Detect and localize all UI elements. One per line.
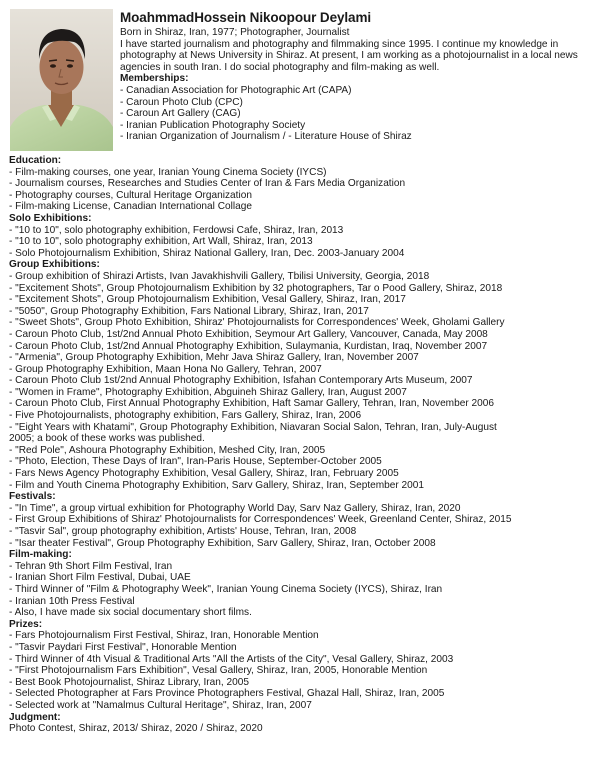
membership-item: - Canadian Association for Photographic Art (CAPA) bbox=[120, 84, 352, 96]
group-exhibition-item: - Fars News Agency Photography Exhibition, Vesal Gallery, Shiraz, Iran, February 2005 bbox=[9, 468, 399, 480]
group-exhibition-item: - "5050", Group Photography Exhibition, Fars National Library, Shiraz, Iran, 2017 bbox=[9, 305, 369, 317]
profile-header bbox=[120, 9, 582, 143]
born-line: Born in Shiraz, Iran, 1977; Photographer, Journalist bbox=[120, 27, 350, 38]
group-exhibition-item: - "Sweet Shots", Group Photo Exhibition, Shiraz' Photojournalists for Correspondences' Week, Gholami Gallery bbox=[9, 317, 505, 329]
group-exhibition-item: - Caroun Photo Club, First Annual Photography Exhibition, Haft Samar Gallery, Tehran, Iran, November 2006 bbox=[9, 398, 494, 410]
group-exhibition-item: - "Eight Years with Khatami", Group Photography Exhibition, Niavaran Social Salon, Tehran, Iran, July-August bbox=[9, 421, 497, 433]
prize-item: - Best Book Photojournalist, Shiraz Library, Iran, 2005 bbox=[9, 676, 249, 688]
prize-item: - "First Photojournalism Fars Exhibition", Vesal Gallery, Shiraz, Iran, 2005, Honorable Mention bbox=[9, 665, 428, 677]
festival-item: - "Tasvir Sal", group photography exhibition, Artists' House, Tehran, Iran, 2008 bbox=[9, 526, 357, 537]
group-exhibition-item: - Group Photography Exhibition, Maan Hona No Gallery, Tehran, 2007 bbox=[9, 363, 322, 375]
biography: I have started journalism and photography and filmmaking since 1995. I continue my knowledge in photography at News University in Shiraz. At present, I am working as a photojournalist in a local news agencies in south Iran. I do social photography and film-making as well. bbox=[120, 38, 578, 73]
membership-item: - Caroun Art Gallery (CAG) bbox=[120, 108, 241, 120]
solo-exhibition-item: - Solo Photojournalism Exhibition, Shiraz National Gallery, Iran, Dec. 2003-January 2004 bbox=[9, 247, 405, 259]
membership-item: - Iranian Organization of Journalism / - Literature House of Shiraz bbox=[120, 131, 412, 143]
festival-item: - "In Time", a group virtual exhibition for Photography World Day, Sarv Naz Gallery, Shiraz, Iran, 2020 bbox=[9, 502, 461, 514]
prize-item: - Selected work at "Namalmus Cultural Heritage", Shiraz, Iran, 2007 bbox=[9, 699, 312, 711]
group-exhibition-item: 2005; a book of these works was published. bbox=[9, 433, 205, 445]
cv-sections bbox=[9, 155, 587, 735]
prize-item: - "Tasvir Paydari First Festival", Honorable Mention bbox=[9, 641, 237, 653]
group-exhibition-item: - "Excitement Shots", Group Photojournalism Exhibition by 32 photographers, Tar o Pood Gallery, Shiraz, 2018 bbox=[9, 282, 503, 294]
solo-exhibitions-heading: Solo Exhibitions: bbox=[9, 212, 92, 224]
prize-item: - Fars Photojournalism First Festival, Shiraz, Iran, Honorable Mention bbox=[9, 630, 319, 642]
filmmaking-heading: Film-making: bbox=[9, 549, 72, 561]
education-item: - Journalism courses, Researches and Studies Center of Iran & Fars Media Organization bbox=[9, 178, 406, 190]
group-exhibition-item: - "Excitement Shots", Group Photojournalism Exhibition, Vesal Gallery, Shiraz, Iran, 2017 bbox=[9, 294, 406, 306]
group-exhibition-item: - "Women in Frame", Photography Exhibition, Abguineh Shiraz Gallery, Iran, August 2007 bbox=[9, 386, 407, 398]
group-exhibition-item: - "Armenia", Group Photography Exhibition, Mehr Java Shiraz Gallery, Iran, November 2007 bbox=[9, 352, 419, 364]
prizes-heading: Prizes: bbox=[9, 618, 43, 630]
group-exhibition-item: - "Red Pole", Ashoura Photography Exhibition, Meshed City, Iran, 2005 bbox=[9, 444, 326, 456]
judgment-heading: Judgment: bbox=[9, 711, 61, 723]
judgment-item: Photo Contest, Shiraz, 2013/ Shiraz, 2020 / Shiraz, 2020 bbox=[9, 723, 263, 735]
filmmaking-item: - Tehran 9th Short Film Festival, Iran bbox=[9, 560, 173, 572]
solo-exhibition-item: - "10 to 10", solo photography exhibition, Art Wall, Shiraz, Iran, 2013 bbox=[9, 236, 313, 248]
person-name: MoahmmadHossein Nikoopour Deylami bbox=[120, 10, 371, 25]
filmmaking-item: - Iranian 10th Press Festival bbox=[9, 595, 135, 607]
education-item: - Photography courses, Cultural Heritage Organization bbox=[9, 189, 252, 201]
membership-item: - Iranian Publication Photography Society bbox=[120, 119, 306, 131]
education-item: - Film-making courses, one year, Iranian Young Cinema Society (IYCS) bbox=[9, 166, 327, 178]
filmmaking-item: - Third Winner of "Film & Photography Week", Iranian Young Cinema Society (IYCS), Shiraz, Iran bbox=[9, 583, 443, 595]
group-exhibition-item: - Five Photojournalists, photography exhibition, Fars Gallery, Shiraz, Iran, 2006 bbox=[9, 410, 362, 422]
solo-exhibition-item: - "10 to 10", solo photography exhibition, Ferdowsi Cafe, Shiraz, Iran, 2013 bbox=[9, 224, 344, 236]
group-exhibitions-heading: Group Exhibitions: bbox=[9, 259, 100, 271]
education-heading: Education: bbox=[9, 155, 62, 166]
group-exhibition-item: - Film and Youth Cinema Photography Exhibition, Sarv Gallery, Shiraz, Iran, September 2001 bbox=[9, 479, 424, 491]
portrait-photo bbox=[10, 9, 113, 151]
group-exhibition-item: - Caroun Photo Club 1st/2nd Annual Photography Exhibition, Isfahan Contemporary Arts Museum, 2007 bbox=[9, 375, 473, 387]
group-exhibition-item: - "Photo, Election, These Days of Iran", Iran-Paris House, September-October 2005 bbox=[9, 456, 382, 468]
prize-item: - Selected Photographer at Fars Province Photographers Festival, Ghazal Hall, Shiraz, Iran, 2005 bbox=[9, 688, 445, 700]
memberships-heading: Memberships: bbox=[120, 73, 189, 85]
membership-item: - Caroun Photo Club (CPC) bbox=[120, 96, 243, 108]
group-exhibition-item: - Group exhibition of Shirazi Artists, Ivan Javakhishvili Gallery, Tbilisi University, Georgia, 2018 bbox=[9, 270, 430, 282]
festivals-heading: Festivals: bbox=[9, 491, 56, 503]
group-exhibition-item: - Caroun Photo Club, 1st/2nd Annual Photography Exhibition, Sulaymania, Kurdistan, Iraq, November 2007 bbox=[9, 340, 488, 352]
group-exhibition-item: - Caroun Photo Club, 1st/2nd Annual Photo Exhibition, Seymour Art Gallery, Vancouver, Canada, May 2008 bbox=[9, 328, 488, 340]
filmmaking-item: - Iranian Short Film Festival, Dubai, UAE bbox=[9, 572, 191, 584]
festival-item: - First Group Exhibitions of Shiraz' Photojournalists for Correspondences' Week, Greenland Center, Shiraz, 2015 bbox=[9, 514, 512, 526]
filmmaking-item: - Also, I have made six social documentary short films. bbox=[9, 607, 252, 619]
education-item: - Film-making License, Canadian International Collage bbox=[9, 201, 252, 213]
prize-item: - Third Winner of 4th Visual & Traditional Arts "All the Artists of the City", Vesal Gallery, Shiraz, 2003 bbox=[9, 653, 454, 665]
festival-item: - "Isar theater Festival", Group Photography Exhibition, Sarv Gallery, Shiraz, Iran, October 2008 bbox=[9, 537, 436, 549]
